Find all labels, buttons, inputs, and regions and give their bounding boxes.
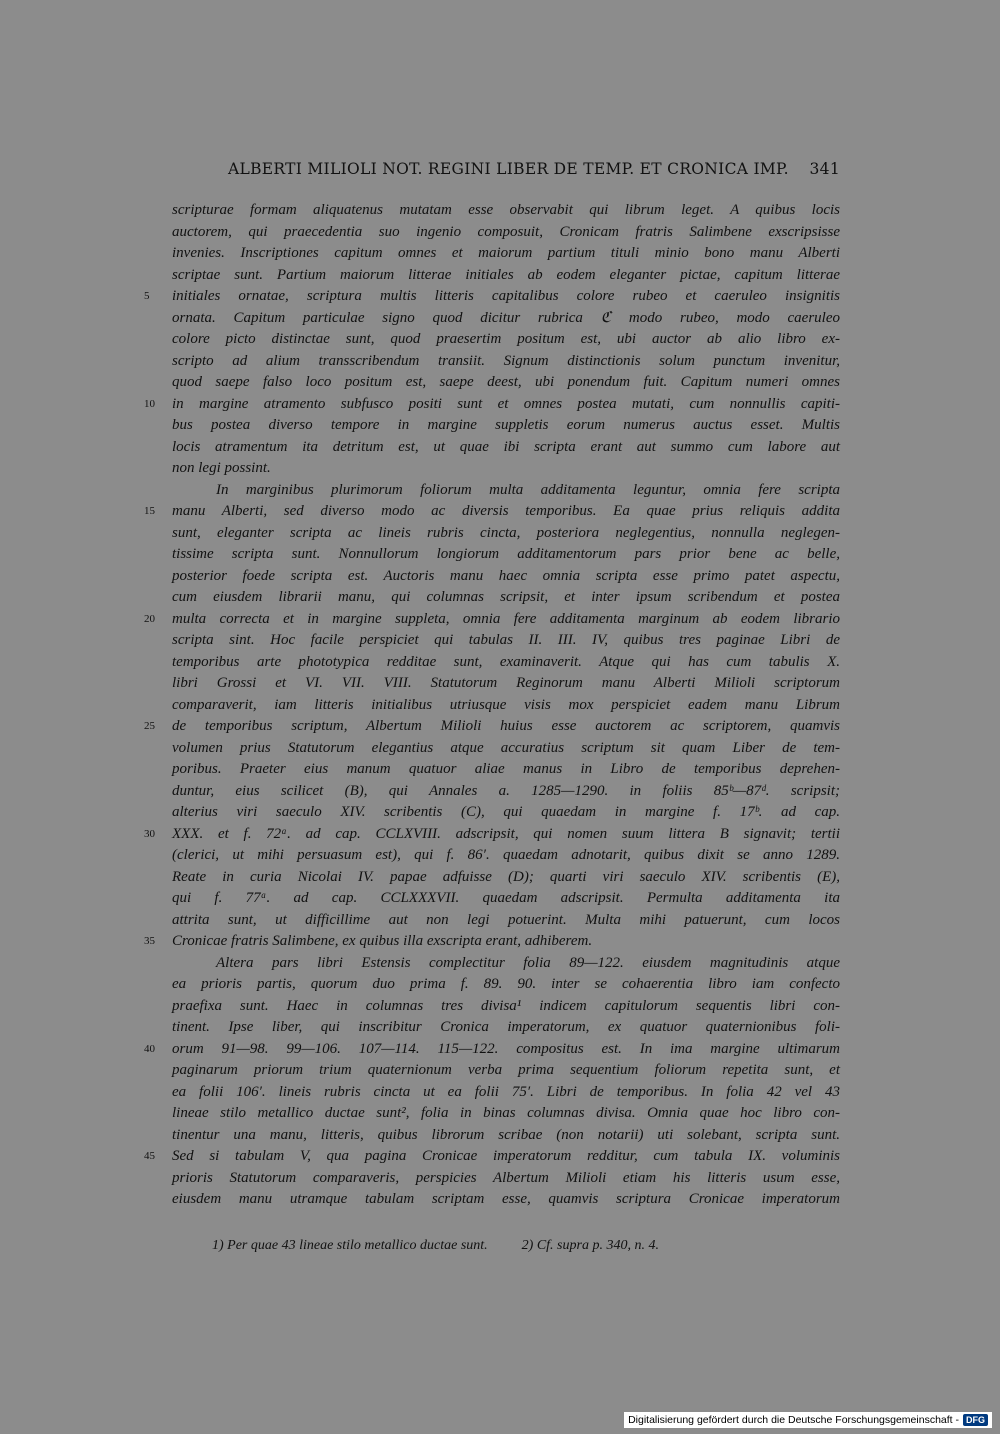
line-text: scripto ad alium transscribendum transiit. Signum distinctionis solum punctum invenitur, <box>172 352 840 369</box>
line-text: manu Alberti, sed diverso modo ac diversis temporibus. Ea quae prius reliquis addita <box>172 503 840 519</box>
line-text: multa correcta et in margine suppleta, omnia fere additamenta marginum ab eodem librario <box>172 610 840 627</box>
text-line <box>172 652 840 674</box>
line-number: 5 <box>144 290 150 302</box>
line-text: orum 91—98. 99—106. 107—114. 115—122. compositus est. In ima margine ultimarum <box>172 1040 840 1057</box>
line-text: paginarum priorum trium quaternionum verba prima sequentium foliorum repetita sunt, et <box>172 1062 840 1078</box>
text-line <box>172 265 840 287</box>
text-line <box>172 1103 840 1125</box>
line-number: 30 <box>144 827 155 840</box>
line-text: tinent. Ipse liber, qui inscribitur Cronica imperatorum, ex quatuor quaternionibus foli- <box>172 1019 840 1035</box>
text-line <box>172 437 840 459</box>
line-text: In marginibus plurimorum foliorum multa additamenta leguntur, omnia fere scripta <box>216 481 840 498</box>
line-number: 45 <box>144 1150 155 1162</box>
text-line <box>172 1082 840 1104</box>
text-line <box>144 931 840 953</box>
line-text: qui f. 77ᵃ. ad cap. CCLXXXVII. quaedam adscripsit. Permulta additamenta ita <box>172 890 840 906</box>
text-line <box>172 996 840 1018</box>
line-text: comparaverit, iam litteris initialibus utriusque visis mox perspiciet eadem manu Librum <box>172 696 840 713</box>
line-text: colore picto distinctae sunt, quod praesertim positum est, ubi auctor ab alio libro ex- <box>172 331 840 347</box>
line-text: XXX. et f. 72ᵃ. ad cap. CCLXVIII. adscripsit, qui nomen suum littera B signavit; tertii <box>172 825 840 842</box>
line-text: poribus. Praeter eius manum quatuor aliae manus in Libro de temporibus deprehen- <box>172 761 840 777</box>
text-line <box>144 1146 840 1168</box>
page-number: 341 <box>809 160 840 178</box>
line-text: locis atramentum ita detritum est, ut quae ibi scripta erant aut summo cum labore aut <box>172 438 840 455</box>
line-text: praefixa sunt. Haec in columnas tres divisa¹ indicem capitulorum sequentis libri con- <box>172 997 840 1014</box>
line-text: prioris Statutorum comparaveris, perspicies Albertum Milioli etiam his litteris usum esse, <box>172 1169 840 1186</box>
line-number: 15 <box>144 505 155 517</box>
text-line <box>172 372 840 394</box>
text-line <box>172 845 840 867</box>
text-line <box>172 566 840 588</box>
footnotes <box>212 1238 832 1254</box>
text-line <box>144 609 840 631</box>
line-text: ea prioris partis, quorum duo prima f. 89. 90. inter se cohaerentia libro iam confecto <box>172 976 840 992</box>
line-text: non legi possint. <box>172 460 271 476</box>
text-line <box>172 781 840 803</box>
text-line <box>172 695 840 717</box>
text-line <box>144 1039 840 1061</box>
text-line <box>172 910 840 932</box>
line-text: de temporibus scriptum, Albertum Milioli huius esse auctorem ac scriptorem, quamvis <box>172 718 840 734</box>
text-line <box>172 200 840 222</box>
text-line <box>172 738 840 760</box>
text-line <box>144 716 840 738</box>
line-text: attrita sunt, ut difficillime aut non legi potuerint. Multa mihi patuerunt, cum locos <box>172 911 840 928</box>
text-line <box>172 222 840 244</box>
main-text <box>144 200 840 1211</box>
text-line <box>172 480 840 502</box>
footnote-2: 2) Cf. supra p. 340, n. 4. <box>521 1238 659 1253</box>
funding-text: Digitalisierung gefördert durch die Deutsche Forschungsgemeinschaft - <box>628 1414 959 1426</box>
funding-footer <box>624 1412 992 1428</box>
text-line <box>172 544 840 566</box>
text-line <box>172 759 840 781</box>
text-line <box>172 1189 840 1211</box>
line-text: lineae stilo metallico ductae sunt², folia in binas columnas divisa. Omnia quae hoc libro con- <box>172 1105 840 1121</box>
line-text: invenies. Inscriptiones capitum omnes et maiorum partium tituli minio bono manu Alberti <box>172 245 840 261</box>
text-line <box>144 501 840 523</box>
line-text: tissime scripta sunt. Nonnullorum longiorum additamentorum pars prior bene ac belle, <box>172 546 840 562</box>
text-line <box>172 974 840 996</box>
text-line <box>172 523 840 545</box>
line-text: duntur, eius scilicet (B), qui Annales a. 1285—1290. in foliis 85ᵇ—87ᵈ. scripsit; <box>172 782 840 799</box>
line-text: tinentur una manu, litteris, quibus librorum scribae (non notarii) uti solebant, scripta sunt. <box>172 1126 840 1143</box>
line-text: posterior foede scripta est. Auctoris manu haec omnia scripta esse primo patet aspectu, <box>172 567 840 584</box>
line-text: Cronicae fratris Salimbene, ex quibus illa exscripta erant, adhiberem. <box>172 933 593 949</box>
text-line <box>172 673 840 695</box>
line-number: 35 <box>144 935 155 947</box>
text-line <box>172 867 840 889</box>
line-text: eiusdem manu utramque tabulam scriptam esse, quamvis scriptura Cronicae imperatorum <box>172 1191 840 1207</box>
text-line <box>172 329 840 351</box>
text-line <box>172 1017 840 1039</box>
running-title: ALBERTI MILIOLI NOT. REGINI LIBER DE TEMP. ET CRONICA IMP. <box>228 160 789 178</box>
line-text: ornata. Capitum particulae signo quod dicitur rubrica ℭ modo rubeo, modo caeruleo <box>172 309 840 326</box>
text-line <box>172 587 840 609</box>
line-text: scripturae formam aliquatenus mutatam esse observabit qui librum leget. A quibus locis <box>172 202 840 218</box>
line-text: quod saepe falso loco positum est, saepe deest, ubi ponendum fuit. Capitum numeri omnes <box>172 374 840 390</box>
text-line <box>144 824 840 846</box>
line-text: libri Grossi et VI. VII. VIII. Statutorum Reginorum manu Alberti Milioli scriptorum <box>172 675 840 691</box>
line-text: initiales ornatae, scriptura multis litteris capitalibus colore rubeo et caeruleo insignitis <box>172 288 840 304</box>
text-line <box>172 888 840 910</box>
text-line <box>172 1125 840 1147</box>
text-line <box>172 351 840 373</box>
text-line <box>172 458 840 480</box>
line-text: temporibus arte phototypica redditae sunt, examinaverit. Atque qui has cum tabulis X. <box>172 653 840 670</box>
text-line <box>172 802 840 824</box>
text-line <box>172 1060 840 1082</box>
line-number: 20 <box>144 612 155 625</box>
line-text: Reate in curia Nicolai IV. papae adfuisse (D); quarti viri saeculo XIV. scribentis (E), <box>172 868 840 885</box>
text-line <box>172 630 840 652</box>
line-text: sunt, eleganter scripta ac lineis rubris cincta, posteriora neglegentius, nonnulla neglegen- <box>172 524 840 541</box>
line-text: in margine atramento subfusco positi sunt et omnes postea mutati, cum nonnullis capiti- <box>172 395 840 412</box>
line-number: 25 <box>144 720 155 732</box>
text-line <box>172 953 840 975</box>
dfg-logo: DFG <box>963 1414 988 1426</box>
text-line <box>172 1168 840 1190</box>
line-text: alterius viri saeculo XIV. scribentis (C), qui quaedam in margine f. 17ᵇ. ad cap. <box>172 804 840 820</box>
line-text: auctorem, qui praecedentia suo ingenio composuit, Cronicam fratris Salimbene exscripsisse <box>172 223 840 240</box>
text-line <box>144 394 840 416</box>
footnote-1: 1) Per quae 43 lineae stilo metallico ductae sunt. <box>212 1238 488 1253</box>
line-text: scripta sint. Hoc facile perspiciet qui tabulas II. III. IV, quibus tres paginae Libri de <box>172 632 840 648</box>
line-text: (clerici, ut mihi persuasum est), qui f. 86′. quaedam adnotarit, quibus dixit se anno 1289. <box>172 847 840 863</box>
text-line <box>172 243 840 265</box>
line-text: Sed si tabulam V, qua pagina Cronicae imperatorum redditur, cum tabula IX. voluminis <box>172 1148 840 1164</box>
line-text: bus postea diverso tempore in margine suppletis eorum numerus auctus esset. Multis <box>172 417 840 433</box>
line-text: cum eiusdem librarii manu, qui columnas scripsit, et inter ipsum scribendum et postea <box>172 589 840 605</box>
text-line <box>172 308 840 330</box>
line-text: scriptae sunt. Partium maiorum litterae initiales ab eodem eleganter pictae, capitum litterae <box>172 266 840 283</box>
text-line <box>172 415 840 437</box>
line-text: Altera pars libri Estensis complectitur folia 89—122. eiusdem magnitudinis atque <box>216 954 840 971</box>
line-number: 40 <box>144 1042 155 1055</box>
line-text: ea folii 106′. lineis rubris cincta ut ea folii 75′. Libri de temporibus. In folia 42 vel 43 <box>172 1083 840 1100</box>
text-line <box>144 286 840 308</box>
running-header <box>228 160 840 178</box>
line-number: 10 <box>144 397 155 410</box>
line-text: volumen prius Statutorum elegantius atque accuratius scriptum sit quam Liber de tem- <box>172 739 840 756</box>
